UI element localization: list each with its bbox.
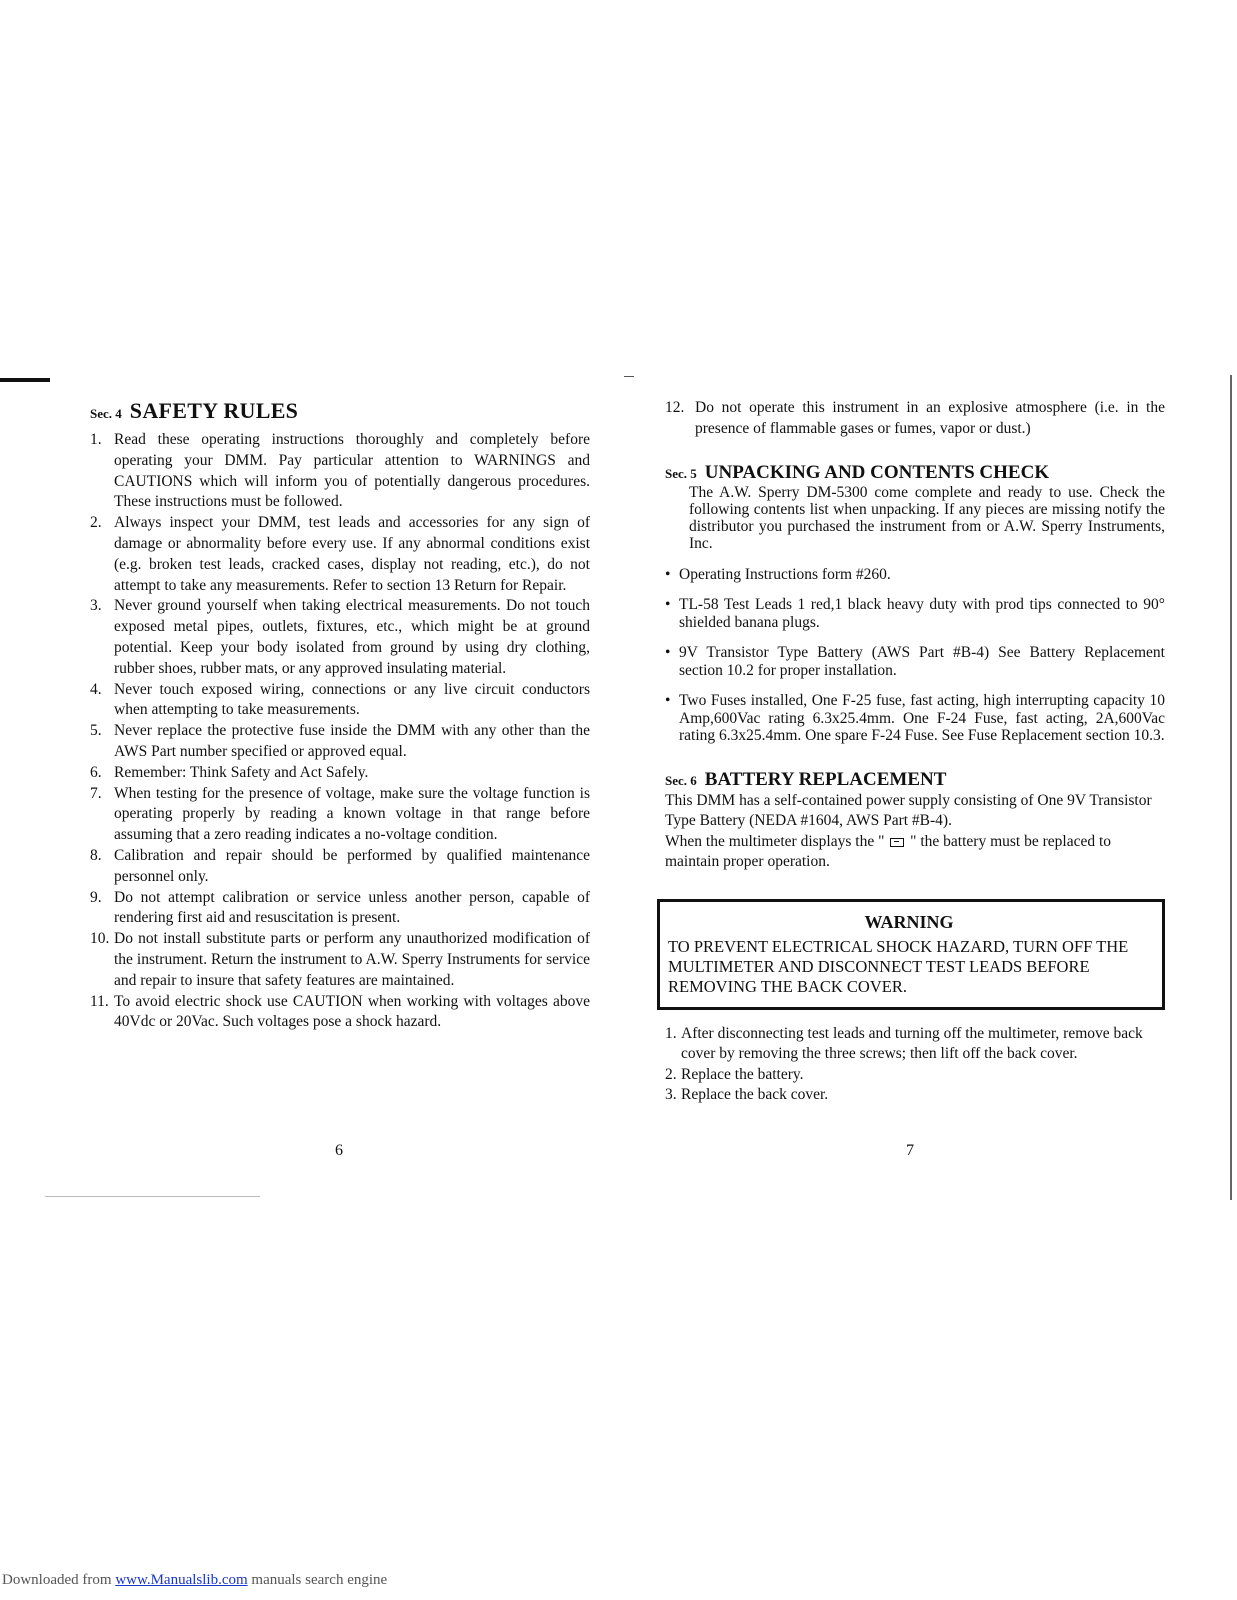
list-item (90, 721, 590, 763)
item-number: 7. (90, 784, 102, 802)
bullet-icon: • (665, 692, 671, 710)
list-item (665, 596, 1165, 631)
battery-steps-list (665, 1024, 1165, 1106)
warning-title: WARNING (864, 911, 954, 932)
item-text: Replace the battery. (681, 1065, 804, 1083)
page-edge-line (1230, 375, 1232, 1200)
section-6-paragraph: This DMM has a self-contained power supply consisting of One 9V Transistor Type Battery (NEDA #1604, AWS Part #B-4). (665, 791, 1152, 830)
list-item (665, 1065, 1165, 1086)
item-number: 2. (665, 1065, 677, 1083)
contents-list (665, 566, 1165, 745)
bullet-icon: • (665, 565, 671, 583)
safety-rules-list (90, 430, 590, 1033)
item-text: Do not operate this instrument in an explosive atmosphere (i.e. in the presence of flammable gases or fumes, vapor or dust.) (695, 399, 1165, 437)
item-text: When testing for the presence of voltage, make sure the voltage function is operating properly by reading a known voltage in that range before assuming that a zero reading indicates a no-voltage condition. (114, 784, 590, 844)
list-item (90, 992, 590, 1034)
item-text: TL-58 Test Leads 1 red,1 black heavy duty with prod tips connected to 90° shielded banana plugs. (679, 596, 1165, 631)
item-text: Two Fuses installed, One F-25 fuse, fast acting, high interrupting capacity 10 Amp,600Vac rating 6.3x25.4mm. One F-24 Fuse, fast acting, 2A,600Vac rating 6.3x25.4mm. One spare F-24 Fuse. See Fuse Replacement section 10.3. (679, 692, 1165, 745)
text-segment: " the battery must be replaced to maintain proper operation. (665, 832, 1112, 871)
item-text: Replace the back cover. (681, 1086, 829, 1104)
left-page (90, 398, 590, 1033)
bullet-icon: • (665, 644, 671, 662)
item-number: 10. (90, 930, 110, 948)
item-number: 5. (90, 722, 102, 740)
item-text: To avoid electric shock use CAUTION when working with voltages above 40Vdc or 20Vac. Such voltages pose a shock hazard. (114, 992, 590, 1031)
list-item (90, 513, 590, 596)
footer-prefix: Downloaded from (2, 1572, 116, 1588)
text-segment: When the multimeter displays the " (665, 832, 885, 850)
item-text: Remember: Think Safety and Act Safely. (114, 763, 369, 781)
footer-suffix: manuals search engine (247, 1572, 388, 1588)
manualslib-link[interactable]: www.Manualslib.com (115, 1572, 248, 1588)
list-item (90, 430, 590, 513)
list-item (665, 1024, 1165, 1065)
item-number: 12. (665, 399, 685, 416)
item-text: Never touch exposed wiring, connections or any live circuit conductors when attempting to take measurements. (114, 680, 590, 719)
item-number: 6. (90, 763, 102, 781)
list-item (90, 846, 590, 888)
section-5-heading (665, 462, 1165, 484)
list-item (665, 398, 1165, 440)
list-item (665, 692, 1165, 745)
download-footer (2, 1572, 387, 1589)
list-item (90, 929, 590, 991)
item-number: 1. (665, 1024, 677, 1042)
item-text: Never ground yourself when taking electrical measurements. Do not touch exposed metal pipes, outlets, fixtures, etc., which might be at ground potential. Keep your body isolated from ground by using dry clothing, rubber shoes, rubber mats, or any approved insulating material. (114, 597, 590, 677)
warning-text: TO PREVENT ELECTRICAL SHOCK HAZARD, TURN OFF THE MULTIMETER AND DISCONNECT TEST LEADS BEFORE REMOVING THE BACK COVER. (668, 936, 1129, 996)
right-page (665, 398, 1165, 1106)
section-title: UNPACKING AND CONTENTS CHECK (704, 461, 1050, 483)
page-edge-mark (0, 378, 50, 382)
item-text: After disconnecting test leads and turning off the multimeter, remove back cover by removing the three screws; then lift off the back cover. (681, 1024, 1143, 1063)
item-number: 8. (90, 846, 102, 864)
item-number: 4. (90, 680, 102, 698)
safety-rules-continued (665, 398, 1165, 440)
warning-box (657, 899, 1165, 1010)
list-item (90, 888, 590, 930)
list-item (90, 596, 590, 679)
page-number-left: 6 (335, 1142, 343, 1159)
item-number: 3. (90, 597, 102, 615)
list-item (665, 1085, 1165, 1106)
list-item (665, 644, 1165, 679)
section-label: Sec. 5 (665, 465, 697, 481)
item-number: 3. (665, 1086, 677, 1104)
item-text: Read these operating instructions thoroughly and completely before operating your DMM. Pay particular attention to WARNINGS and CAUTIONS which will inform you of potentially dangerous procedures. These instructions must be followed. (114, 431, 590, 511)
item-number: 11. (90, 992, 109, 1010)
fold-mark (624, 376, 634, 377)
bullet-icon: • (665, 596, 671, 614)
page-number-right: 7 (906, 1142, 914, 1159)
battery-indicator-paragraph (665, 832, 1165, 873)
section-label: Sec. 4 (90, 406, 122, 421)
item-text: Always inspect your DMM, test leads and accessories for any sign of damage or abnormality before every use. If any abnormal conditions exist (e.g. broken test leads, cracked cases, display not reading, etc.), do not attempt to take any measurements. Refer to section 13 Return for Repair. (114, 514, 590, 594)
list-item (90, 680, 590, 722)
item-number: 2. (90, 514, 102, 532)
list-item (90, 763, 590, 784)
item-text: Operating Instructions form #260. (679, 565, 891, 583)
item-text: Calibration and repair should be performed by qualified maintenance personnel only. (114, 846, 590, 885)
item-text: Never replace the protective fuse inside the DMM with any other than the AWS Part number specified or approved equal. (114, 722, 590, 760)
section-title: BATTERY REPLACEMENT (704, 768, 947, 790)
item-text: 9V Transistor Type Battery (AWS Part #B-4) See Battery Replacement section 10.2 for proper installation. (679, 644, 1165, 679)
list-item (665, 566, 1165, 584)
item-text: Do not install substitute parts or perform any unauthorized modification of the instrument. Return the instrument to A.W. Sperry Instruments for service and repair to insure that safety features are maintained. (114, 930, 590, 989)
item-text: Do not attempt calibration or service unless another person, capable of rendering first aid and resuscitation is present. (114, 888, 590, 927)
list-item (90, 784, 590, 846)
item-number: 9. (90, 888, 102, 906)
section-6-heading (665, 769, 1165, 791)
section-4-heading (90, 398, 590, 424)
section-label: Sec. 6 (665, 772, 697, 788)
section-5-intro: The A.W. Sperry DM-5300 come complete and ready to use. Check the following contents list when unpacking. If any pieces are missing notify the distributor you purchased the instrument from or A.W. Sperry Instruments, Inc. (689, 483, 1165, 552)
item-number: 1. (90, 431, 102, 448)
scan-line (45, 1196, 260, 1197)
section-title: SAFETY RULES (129, 398, 299, 423)
battery-icon (890, 838, 904, 847)
